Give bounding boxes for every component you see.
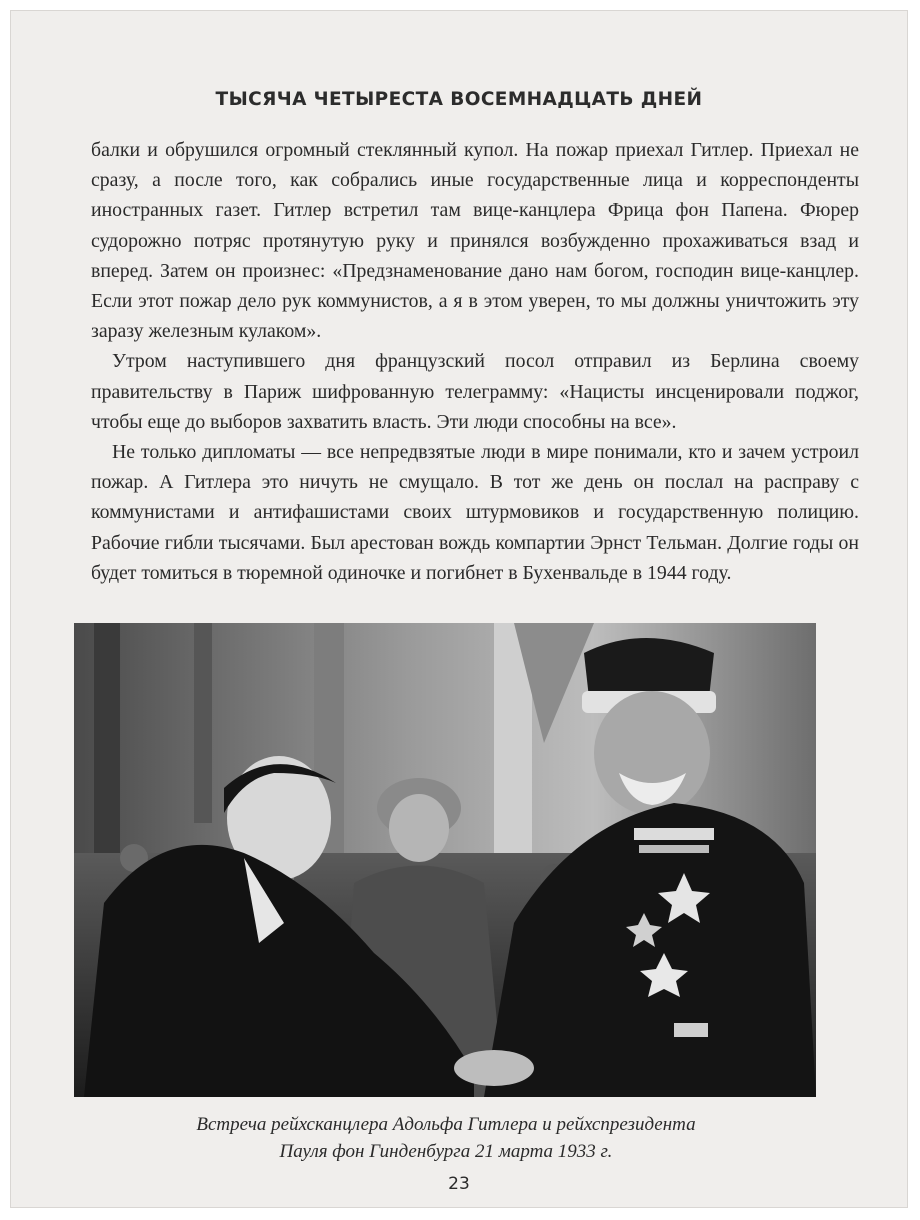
page-number: 23 xyxy=(448,1174,470,1194)
historical-photo xyxy=(74,623,816,1097)
paragraph-2: Утром наступившего дня французский посол отправил из Берлина своему правительству в Париж шифрованную телеграмму: «Нацисты инсценировали поджог, чтобы еще до выборов захватить власть. Эти люди способны на все». xyxy=(91,350,859,433)
photo-caption xyxy=(73,1111,819,1165)
paragraph-1: балки и обрушился огромный стеклянный купол. На пожар приехал Гитлер. Приехал не сразу, а после того, как собрались иные государственные лица и корреспонденты иностранных газет. Гитлер встретил там вице-канцлера Фрица фон Папена. Фюрер судорожно потряс протянутую руку и принялся возбужденно прохаживаться взад и вперед. Затем он произнес: «Предзнаменование дано нам богом, господин вице-канцлер. Если этот пожар дело рук коммунистов, а я в этом уверен, то мы должны уничтожить эту заразу железным кулаком». xyxy=(91,139,859,343)
caption-line-2: Пауля фон Гинденбурга 21 марта 1933 г. xyxy=(279,1141,613,1162)
book-page xyxy=(10,10,908,1208)
running-head: ТЫСЯЧА ЧЕТЫРЕСТА ВОСЕМНАДЦАТЬ ДНЕЙ xyxy=(215,89,703,110)
paragraph-3: Не только дипломаты — все непредвзятые люди в мире понимали, кто и зачем устроил пожар. А Гитлера это ничуть не смущало. В тот же день он послал на расправу с коммунистами и антифашистами своих штурмовиков и государственную полицию. Рабочие гибли тысячами. Был арестован вождь компартии Эрнст Тельман. Долгие годы он будет томиться в тюремной одиночке и погибнет в Бухенвальде в 1944 году. xyxy=(91,441,859,584)
handshake xyxy=(454,1050,534,1086)
body-text xyxy=(91,135,859,588)
caption-line-1: Встреча рейхсканцлера Адольфа Гитлера и рейхспрезидента xyxy=(196,1114,696,1135)
